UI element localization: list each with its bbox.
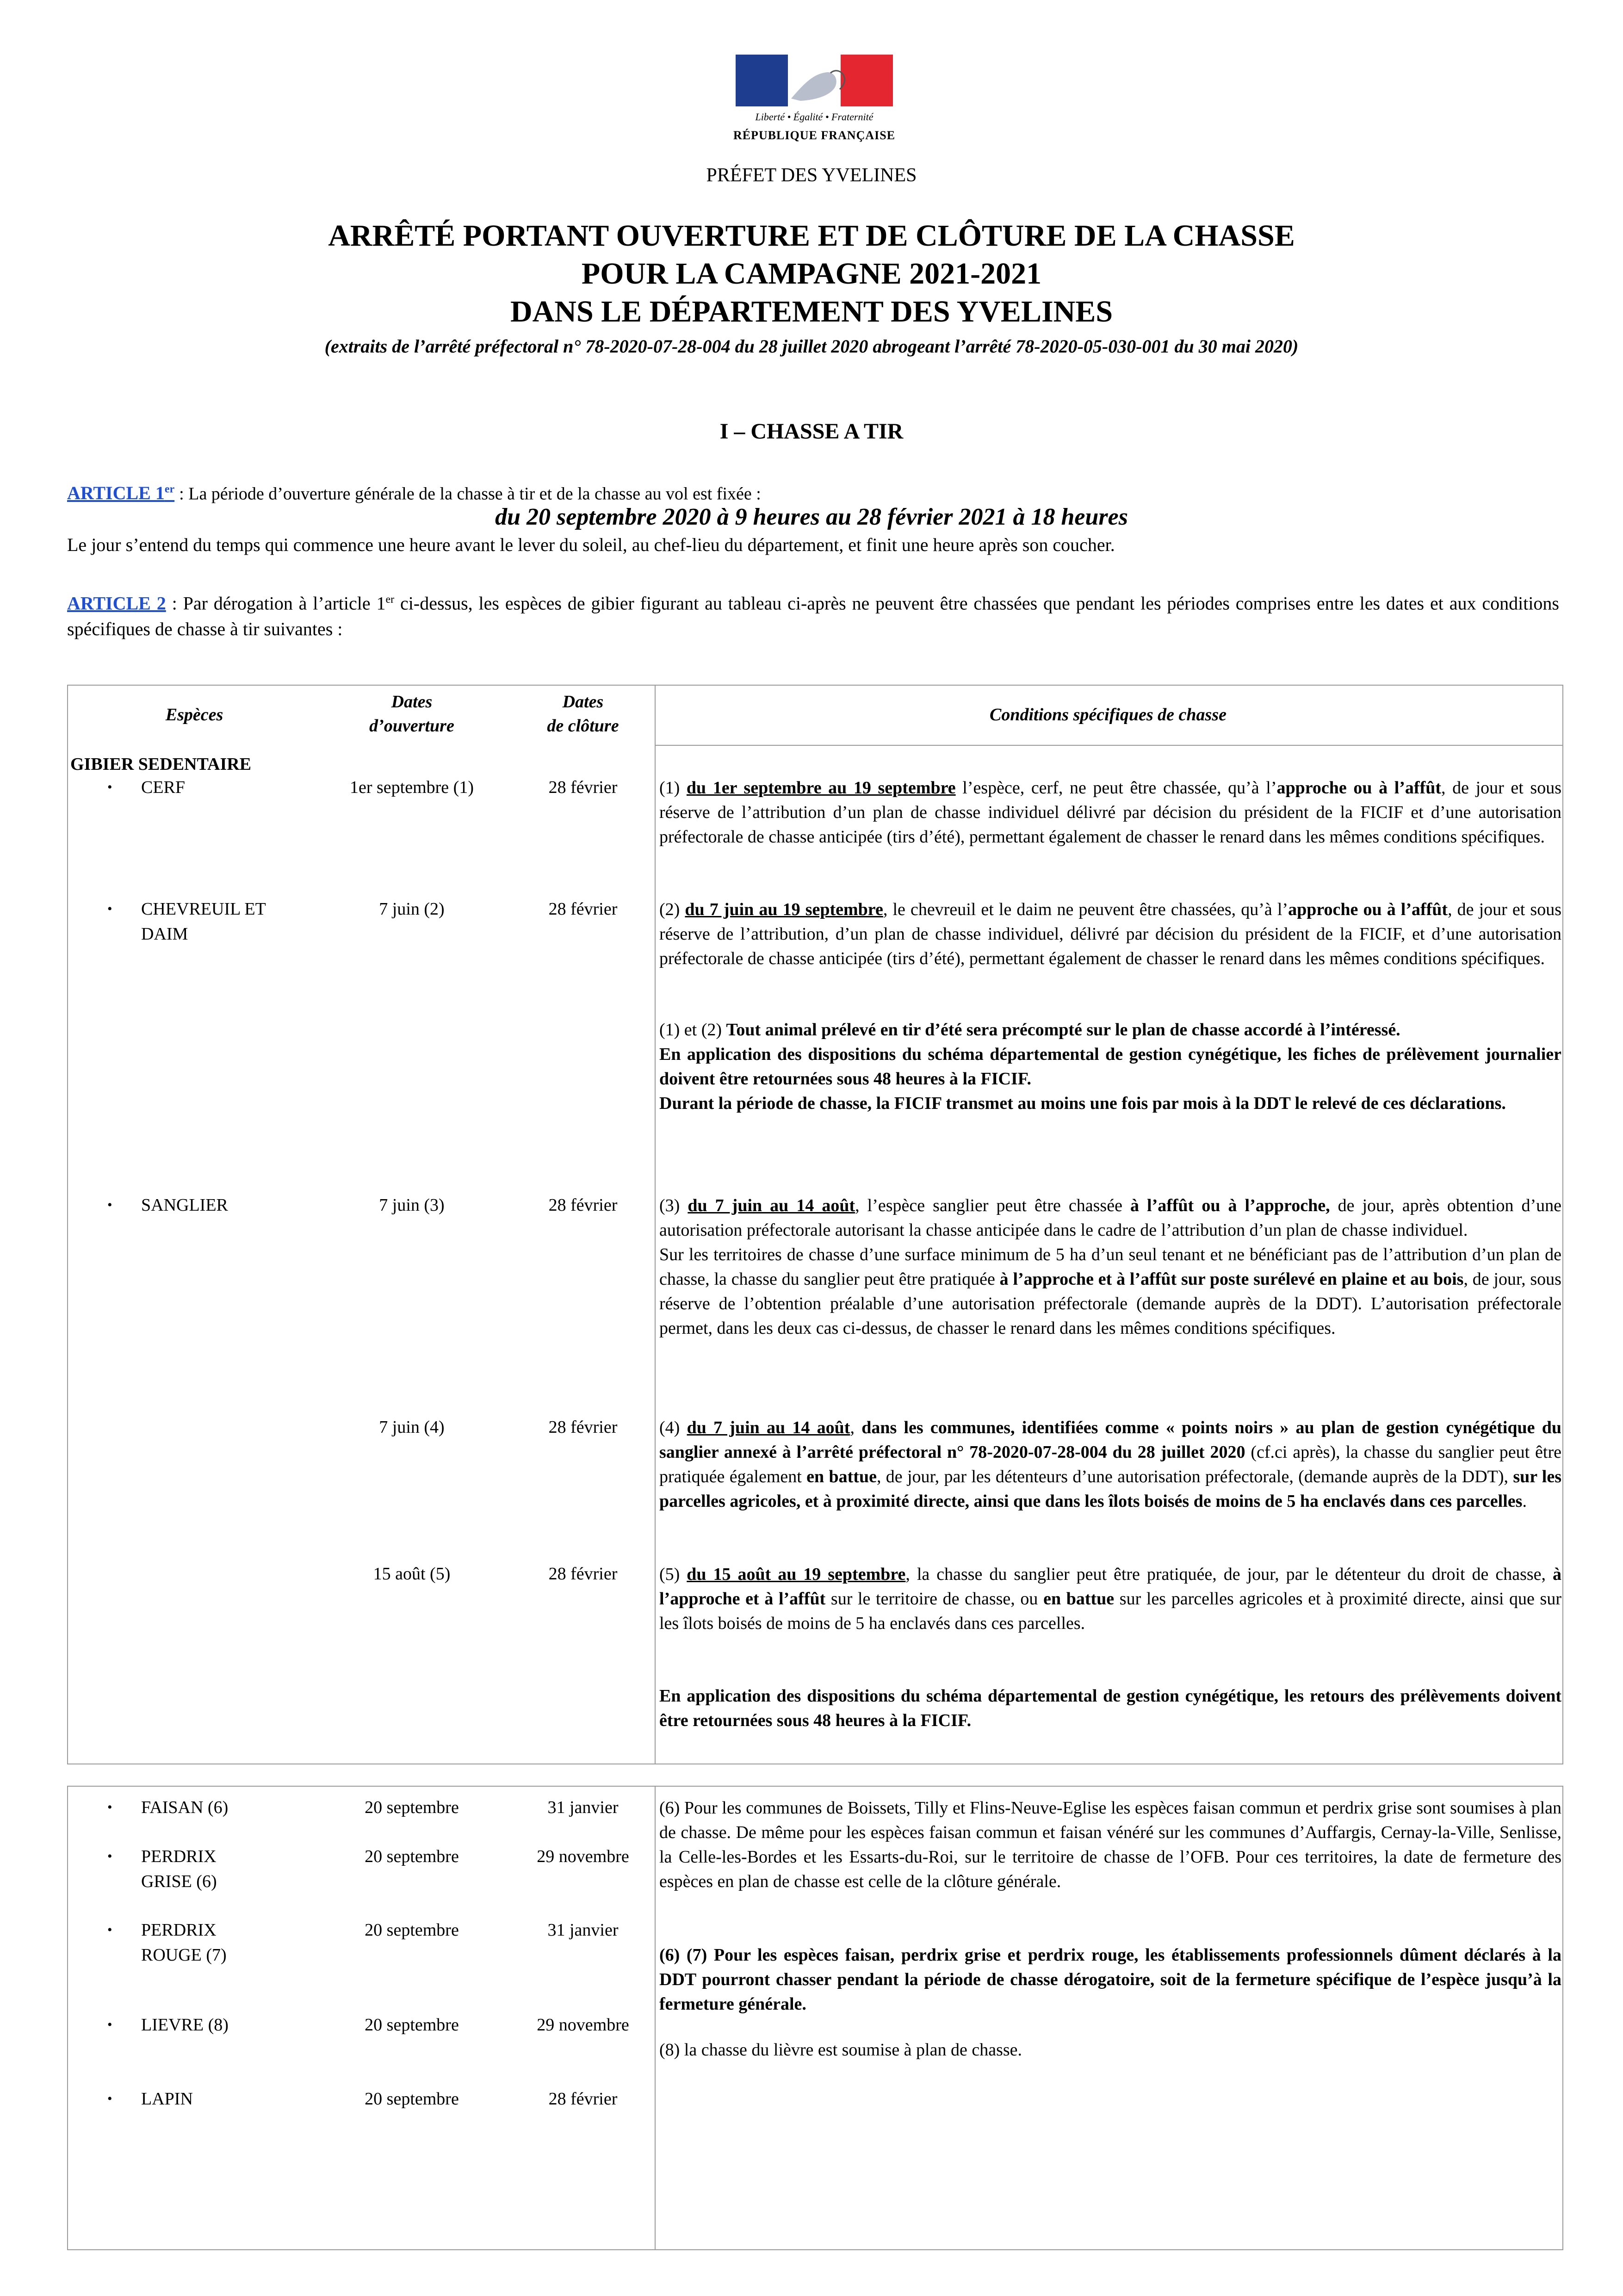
species-perdrix-grise: PERDRIX — [141, 1847, 217, 1866]
article-2-link[interactable]: ARTICLE 2 — [67, 593, 166, 614]
open-cerf: 1er septembre (1) — [350, 778, 474, 797]
article-1-link[interactable]: ARTICLE 1er — [67, 483, 175, 504]
open-chevreuil: 7 juin (2) — [379, 899, 445, 919]
condition-3: (3) du 7 juin au 14 août, l’espèce sanglier peut être chassée à l’affût ou à l’approche, de jour, après obtention d’une autorisation préfectorale autorisant la chasse anticipée dans le cadre de l’attribution d’un plan de chasse individuel. Sur les territoires de chasse d’une surface minimum de 5 ha d’un seul tenant et ne bénéficiant pas de l’attribution d’un plan de chasse, la chasse du sanglier peut être pratiquée à l’approche et à l’affût sur poste surélevé en plaine et au bois, de jour, sous réserve de l’obtention préalable d’une autorisation préfectorale (demande auprès de la DDT). L’autorisation préfectorale permet, dans les deux cas ci-dessus, de chasser le renard dans les mêmes conditions spécifiques. — [659, 1196, 1562, 1338]
close-sanglier-3: 28 février — [548, 1195, 618, 1215]
article-1-dates: du 20 septembre 2020 à 9 heures au 28 février 2021 à 18 heures — [495, 504, 1128, 530]
condition-5: (5) du 15 août au 19 septembre, la chasse du sanglier peut être pratiquée, de jour, par le détenteur du droit de chasse, à l’approche et à l’affût sur le territoire de chasse, ou en battue sur les parcelles agricoles et à proximité directe, ainsi que sur les îlots boisés de moins de 5 ha enclavés dans ces parcelles. — [659, 1565, 1562, 1633]
bullet-icon: • — [107, 901, 112, 916]
republic-motto: Liberté • Égalité • Fraternité — [755, 111, 873, 123]
bullet-icon: • — [107, 2091, 112, 2106]
section-title: I – CHASSE A TIR — [719, 419, 904, 444]
title-line-1: ARRÊTÉ PORTANT OUVERTURE ET DE CLÔTURE DE LA CHASSE — [328, 219, 1295, 253]
condition-4: (4) du 7 juin au 14 août, dans les communes, identifiées comme « points noirs » au plan de gestion cynégétique du sanglier annexé à l’arrêté préfectoral n° 78-2020-07-28-004 du 28 juillet 2020 (cf.ci après), la chasse du sanglier peut être pratiquée également en battue, de jour, par les détenteurs d’une autorisation préfectorale, (demande auprès de la DDT), sur les parcelles agricoles, et à proximité directe, ainsi que dans les îlots boisés de moins de 5 ha enclavés dans ces parcelles. — [659, 1418, 1562, 1511]
bullet-icon: • — [107, 1849, 112, 1864]
header-species: Espèces — [165, 705, 223, 724]
open-perdrix-rouge: 20 septembre — [365, 1920, 459, 1940]
species-faisan: FAISAN (6) — [141, 1798, 229, 1817]
species-cerf: CERF — [141, 778, 186, 797]
species-chevreuil: CHEVREUIL ET — [141, 899, 266, 919]
header-conditions: Conditions spécifiques de chasse — [990, 705, 1227, 724]
table-1-divider — [655, 685, 656, 1764]
open-lievre: 20 septembre — [365, 2015, 459, 2035]
open-sanglier-5: 15 août (5) — [373, 1564, 451, 1584]
close-lievre: 29 novembre — [537, 2015, 629, 2035]
species-lievre: LIEVRE (8) — [141, 2015, 229, 2035]
open-perdrix-grise: 20 septembre — [365, 1847, 459, 1866]
close-chevreuil: 28 février — [548, 899, 618, 919]
table-2-divider — [655, 1786, 656, 2249]
open-lapin: 20 septembre — [365, 2089, 459, 2109]
republique-francaise: RÉPUBLIQUE FRANÇAISE — [733, 129, 896, 142]
species-daim: DAIM — [141, 924, 188, 944]
bullet-icon: • — [107, 1197, 112, 1213]
header-open-2: d’ouverture — [369, 716, 454, 736]
bullet-icon: • — [107, 2017, 112, 2032]
article-1-intro: ARTICLE 1er : La période d’ouverture générale de la chasse à tir et de la chasse au vol est fixée : — [67, 483, 761, 504]
species-sanglier: SANGLIER — [141, 1195, 228, 1215]
bullet-icon: • — [107, 1922, 112, 1937]
close-perdrix-rouge: 31 janvier — [547, 1920, 619, 1940]
close-sanglier-5: 28 février — [548, 1564, 618, 1584]
group-gibier-sedentaire: GIBIER SEDENTAIRE — [70, 755, 252, 774]
close-cerf: 28 février — [548, 778, 618, 797]
note-6: (6) Pour les communes de Boissets, Tilly et Flins-Neuve-Eglise les espèces faisan commun et perdrix grise sont soumises à plan de chasse. De même pour les espèces faisan commun et faisan vénéré sur les communes d’Auffargis, Cernay-la-Ville, Senlisse, la Celle-les-Bordes et les Essarts-du-Roi, sur le territoire de chasse de l’OFB. Pour ces territoires, la date de fermeture des espèces en plan de chasse est celle de la clôture générale. — [659, 1798, 1561, 1891]
condition-6: En application des dispositions du schéma départemental de gestion cynégétique, les retours des prélèvements doivent être retournées sous 48 heures à la FICIF. — [659, 1686, 1561, 1730]
title-line-3: DANS LE DÉPARTEMENT DES YVELINES — [510, 295, 1113, 328]
marianne-logo — [736, 55, 893, 106]
header-open-1: Dates — [391, 692, 433, 712]
close-lapin: 28 février — [548, 2089, 618, 2109]
open-faisan: 20 septembre — [365, 1798, 459, 1817]
close-sanglier-4: 28 février — [548, 1417, 618, 1437]
open-sanglier-4: 7 juin (4) — [379, 1417, 445, 1437]
species-perdrix-rouge-2: ROUGE (7) — [141, 1945, 227, 1965]
note-8: (8) la chasse du lièvre est soumise à plan de chasse. — [659, 2040, 1022, 2060]
condition-1: (1) du 1er septembre au 19 septembre l’espèce, cerf, ne peut être chassée, qu’à l’approche ou à l’affût, de jour et sous réserve de l’attribution d’un plan de chasse individuel délivré par décision du président de la FICIF et d’une autorisation préfectorale de chasse anticipée (tirs d’été), permettant également de chasser le renard dans les mêmes conditions spécifiques. — [659, 778, 1562, 847]
condition-1-2: (1) et (2) Tout animal prélevé en tir d’été sera précompté sur le plan de chasse accordé à l’intéressé. En application des dispositions du schéma départemental de gestion cynégétique, les fiches de prélèvement journalier doivent être retournées sous 48 heures à la FICIF. Durant la période de chasse, la FICIF transmet au moins une fois par mois à la DDT le relevé de ces déclarations. — [659, 1020, 1561, 1113]
article-1-note: Le jour s’entend du temps qui commence une heure avant le lever du soleil, au chef-lieu du département, et finit une heure après son coucher. — [67, 534, 1115, 555]
prefet-heading: PRÉFET DES YVELINES — [706, 165, 917, 186]
close-perdrix-grise: 29 novembre — [537, 1847, 629, 1866]
species-lapin: LAPIN — [141, 2089, 193, 2109]
species-perdrix-rouge: PERDRIX — [141, 1920, 217, 1940]
bullet-icon: • — [107, 780, 112, 795]
note-6-7: (6) (7) Pour les espèces faisan, perdrix grise et perdrix rouge, les établissements professionnels dûment déclarés à la DDT pourront chasser pendant la période de chasse dérogatoire, soit de la fermeture spécifique de l’espèce jusqu’à la fermeture générale. — [659, 1945, 1561, 2014]
title-subtitle: (extraits de l’arrêté préfectoral n° 78-2020-07-28-004 du 28 juillet 2020 abrogeant l’arrêté 78-2020-05-030-001 du 30 mai 2020) — [324, 336, 1299, 357]
header-close-1: Dates — [562, 692, 604, 712]
title-line-2: POUR LA CAMPAGNE 2021-2021 — [581, 257, 1042, 291]
condition-2: (2) du 7 juin au 19 septembre, le chevreuil et le daim ne peuvent être chassées, qu’à l’approche ou à l’affût, de jour et sous réserve de l’attribution, d’un plan de chasse individuel, délivré par décision du président de la FICIF, et d’une autorisation préfectorale de chasse anticipée (tirs d’été), permettant également de chasser le renard dans les mêmes conditions spécifiques. — [659, 900, 1562, 968]
article-2-text: ARTICLE 2 : Par dérogation à l’article 1er ci-dessus, les espèces de gibier figurant au tableau ci-après ne peuvent être chassées que pendant les périodes comprises entre les dates et aux conditions spécifiques de chasse à tir suivantes : — [67, 593, 1559, 640]
bullet-icon: • — [107, 1800, 112, 1815]
open-sanglier-3: 7 juin (3) — [379, 1195, 445, 1215]
species-perdrix-grise-2: GRISE (6) — [141, 1872, 217, 1891]
close-faisan: 31 janvier — [547, 1798, 619, 1817]
table-1-header-rule — [655, 745, 1562, 746]
header-close-2: de clôture — [547, 716, 619, 736]
